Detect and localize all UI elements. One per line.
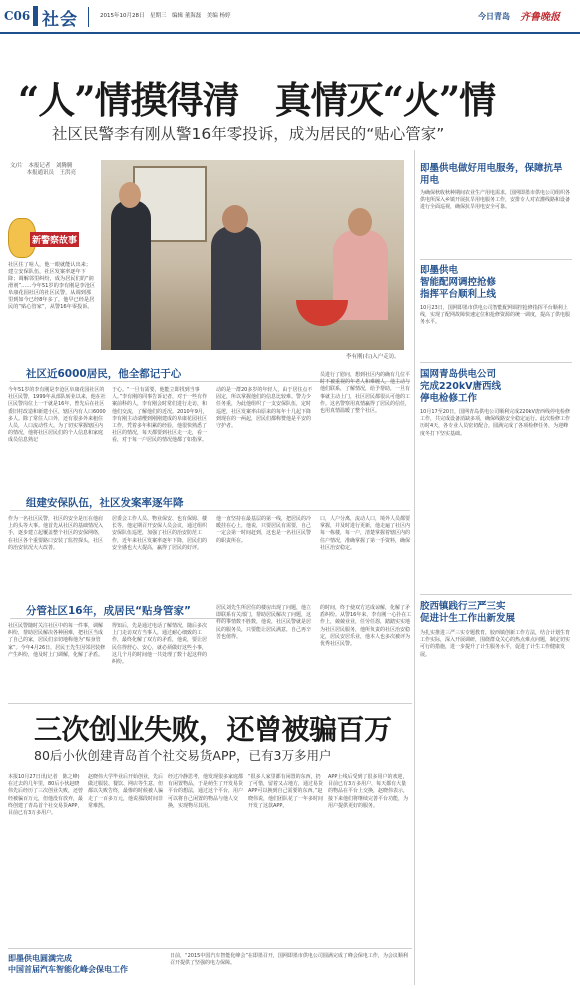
body-col-9: 社区民警随时关注社区中的每一件事，调解纠纷，帮助居民解决各种困难，把社区当成了自己的家，居民们亲切地称他为“贴身管家”。今年4月26日，居民王先生因邻居装修产生纠纷，他及时上门调解，化解了矛盾。 — [8, 623, 106, 658]
section-divider — [88, 7, 89, 27]
sidebar-divider — [414, 150, 415, 985]
byline: 文/片 本报记者 刘腾腾 本报通讯员 王洪亮 — [10, 163, 77, 177]
bottom-brief-body: 日前，“2015中国汽车智能化峰会”在即墨召开，国网即墨市供电公司圆满完成了峰会保电工作，为会议顺利召开提供了坚强的电力保障。 — [170, 953, 408, 967]
subhead-1: 社区近6000居民，他全都记于心 — [26, 368, 182, 380]
photo-officer-head — [119, 182, 141, 208]
story-photo — [101, 160, 404, 350]
sidebar-rule-3 — [420, 594, 572, 595]
body-col-6: 居委会工作人员、物业保安、也有保姆、楼长等，他定期召开安保人员会议，通过组织安保队伍巡逻，加强了社区的治安防范工作，近年来社区发案率逐年下降，居民们的安全感也大大提高，赢得了居民的好评。 — [112, 516, 208, 551]
sidebar-item-3-body: 10月17至20日，国网青岛供电公司顺利完成220kV唐西线停电检修工作，共完成设备消缺多项，确保线路安全稳定运行。此次检修工作历时4天，各专业人员密切配合，圆满完成了各项检修任务，为迎峰度冬打下坚实基础。 — [420, 409, 571, 437]
photo-woman-head — [348, 208, 372, 236]
sidebar-rule-2 — [420, 362, 572, 363]
sidebar-item-4-body: 为扎实推进三严三实专题教育，胶西镇创新工作方法，结合计划生育工作实际，深入开展调研，围绕群众关心的热点难点问题，制定切实可行的措施，进一步提升了计生服务水平，促进了计生工作健康发展。 — [420, 630, 571, 658]
body-col-7: 他一直坚持在最基层的第一线，把居民的冷暖挂在心上，他说，只要居民有需要，自己一定会第一时间赶到，这也是一名社区民警的职责所在。 — [216, 516, 312, 544]
bottom-brief-title: 即墨供电圆满完成 中国首届汽车智能化峰会保电工作 — [8, 954, 128, 974]
second-body-1: 本报10月27日讯(记者 陈之峰) 在过去的几年里，80后小伙赵晓伟先后经历了三次创业失败，还曾经被骗百万元，但他没有放弃，最终创建了青岛首个社交易货APP，目前已有3万多用户。 — [8, 774, 85, 817]
second-headline: 三次创业失败，还曾被骗百万 — [34, 713, 392, 746]
sidebar-item-4-title: 胶西镇践行三严三实 促进计生工作出新发展 — [420, 601, 516, 624]
body-col-8: 口，人户分离，流动人口，境外人员都要掌握，并及时进行更新，他走遍了社区内每一栋楼，每一户，清楚掌握着辖区内的住户情况，准确掌握了第一手资料，确保社区治安稳定。 — [320, 516, 411, 551]
second-body-5: APP上线后受到了很多用户的欢迎，目前已有3万多用户，每天都有大量的物品在平台上交换，赵晓伟表示，接下来他们将继续完善平台功能，为用户提供更好的服务。 — [328, 774, 409, 809]
second-body-2: 赵晓伟大学毕业后开始创业，先后做过服装、餐饮、网店等生意，但都以失败告终，最惨的时候被人骗走了一百多万元，他说那段时间非常难熬。 — [88, 774, 164, 809]
subhead-2-rule — [10, 510, 410, 511]
photo-officer-figure — [111, 200, 151, 350]
body-col-5: 作为一名社区民警，社区的安全是压在他肩上的头等大事。他首先从社区的基础情况入手，逐步建立起覆盖整个社区的安保网络，在社区各个重要路口安装了监控探头，社区的治安状况大大改善。 — [8, 516, 104, 551]
sidebar-item-1-body: 为确保秋收秋种期间农业生产用电需求，国网即墨市供电公司组织各供电所深入乡镇开展抗旱用电服务工作，安排专人对农灌线路和设备进行全面巡视，确保抗旱用电安全可靠。 — [420, 190, 571, 211]
masthead — [0, 0, 580, 34]
photo-man-head — [222, 205, 248, 233]
photo-caption: 李有刚(右)入户走访。 — [346, 354, 400, 360]
subhead-2: 组建安保队伍，社区发案率逐年降 — [26, 497, 184, 509]
second-story-rule — [8, 703, 412, 704]
top-subheadline: 社区民警李有刚从警16年零投诉，成为居民的“贴心管家” — [52, 125, 445, 143]
body-col-4: 员进行了慰问，想到社区内的确有几位平时不被重视的年老人和难缠人，他主动与他们联系，了解情况，给予帮助，一旦有事就主动上门，社区居民都很认可他的工作。这名警察用真情赢得了居民的信任，也用真情温暖了整个社区。 — [320, 372, 411, 415]
masthead-rule — [0, 32, 580, 34]
section-marker — [33, 6, 38, 26]
section-title: 社会 — [42, 10, 78, 30]
body-col-2: 于心。“一旦有需要，他能立即找到当事人。”李有刚的同事告诉记者，对于一些有作案前科的人，李有刚会时常们进行走访，和他们交流，了解他们的近况。2010年9月，李有刚主动请缨到刚刚建成的阜康花园社区工作，凭着多年积累的经验，他很快熟悉了社区的情况，每天都要到社区走一走，看一看，对于每一户居民的情况他都了如指掌。 — [112, 387, 208, 444]
second-body-4: “很多人家里都有闲置的东西，扔了可惜，留着又占地方，通过易货APP可以换到自己需要的东西。”赵晓伟说，他们团队花了一年多时间开发了这款APP。 — [248, 774, 324, 809]
subhead-3-rule — [10, 618, 230, 619]
body-col-3: 动的是一群20多岁的年轻人，由于居住点不固定，所以掌握他们的信息比较难。警力少任务重，为此他组织了一支安保队伍，定时巡逻，社区发案率由原来的每年十几起下降到现在的一两起，居民们都称赞他是平安的守护者。 — [216, 387, 313, 430]
brand-left: 今日青岛 — [478, 12, 510, 21]
body-col-11: 居民刘先生所居住的楼房出现了问题，他立即联系有关部门，帮助居民解决了问题，这样的事情数不胜数，他说，社区民警就是居民的服务员，只要能让居民满意，自己再辛苦也值得。 — [216, 605, 312, 640]
sidebar-item-2-body: 10月23日，国网即墨市供电公司智能配网调控抢修指挥平台顺利上线，实现了配网故障快速定位和抢修资源的统一调度，提高了供电服务水平。 — [420, 305, 571, 326]
badge-label: 新警察故事 — [30, 232, 79, 247]
photo-man-figure — [211, 226, 261, 350]
body-col-12: 的时间，终于使双方达成谅解，化解了矛盾纠纷。从警16年来，李有刚一心扑在工作上，兢兢业业，任劳任怨，踏踏实实地为社区居民服务，他所负责的社区治安稳定，居民安居乐业，他本人也多次被评为优秀社区民警。 — [320, 605, 412, 648]
page-code: C06 — [4, 9, 31, 23]
bottom-rule — [8, 948, 412, 949]
sidebar-item-1-title: 即墨供电做好用电服务，保障抗旱用电 — [420, 163, 563, 186]
subhead-3: 分管社区16年，成居民“贴身管家” — [26, 605, 191, 617]
second-body-3: 经过冷静思考，他发现很多家庭都有闲置物品，于是萌生了开发易货平台的想法，通过这个平台，用户可以将自己闲置的物品与他人交换，实现物尽其用。 — [168, 774, 244, 809]
body-col-1: 今年51岁的李有刚是李沧区阜康花园社区的社区民警，1999年从部队转业以来，他在社区民警岗位上一干就是16年，曾先后在社区委旧村改造和新建小区，辖区内有人口6000多人。除了常住人口外，还有很多外来租住人员，人口流动性大。为了切实掌握辖区内的情况，他将社区居民们的个人信息和家庭成员信息熟记 — [8, 387, 106, 444]
top-headline: “人”情摸得清 真情灭“火”情 — [18, 78, 496, 122]
intro-text: 社区住了啥人，他一眼就能认出来；建立安保队伍，社区发案率逐年下降；调解邻里纠纷，成为居民们的“润滑剂”……今年51岁的李有刚是李沧区阜康花园社区的社区民警，从调到那里到如今已经8年多了，他早已经是居民的“贴心管家”，从警16年零投诉。 — [8, 262, 96, 310]
brand-right: 齐鲁晚报 — [520, 12, 560, 23]
sidebar-item-2-title: 即墨供电 智能配网调控抢修 指挥平台顺利上线 — [420, 265, 497, 300]
body-col-10: 得知后，先是通过电话了解情况，随后多次上门走访双方当事人，通过耐心细致的工作，最终化解了双方的矛盾，他说，要让居民住得舒心、安心，就必须做好这些小事，这几个月的时间他一共处理了数十起这样的纠纷。 — [112, 623, 208, 666]
sidebar-item-3-title: 国网青岛供电公司 完成220kV唐西线 停电检修工作 — [420, 369, 502, 404]
photo-bowl — [296, 300, 348, 326]
masthead-subtitle: 2015年10月28日 星期三 编辑 董海磊 美编 杨婷 — [100, 13, 231, 19]
badge — [8, 214, 90, 260]
sidebar-rule-1 — [420, 259, 572, 260]
second-subheadline: 80后小伙创建青岛首个社交易货APP，已有3万多用户 — [34, 748, 332, 763]
